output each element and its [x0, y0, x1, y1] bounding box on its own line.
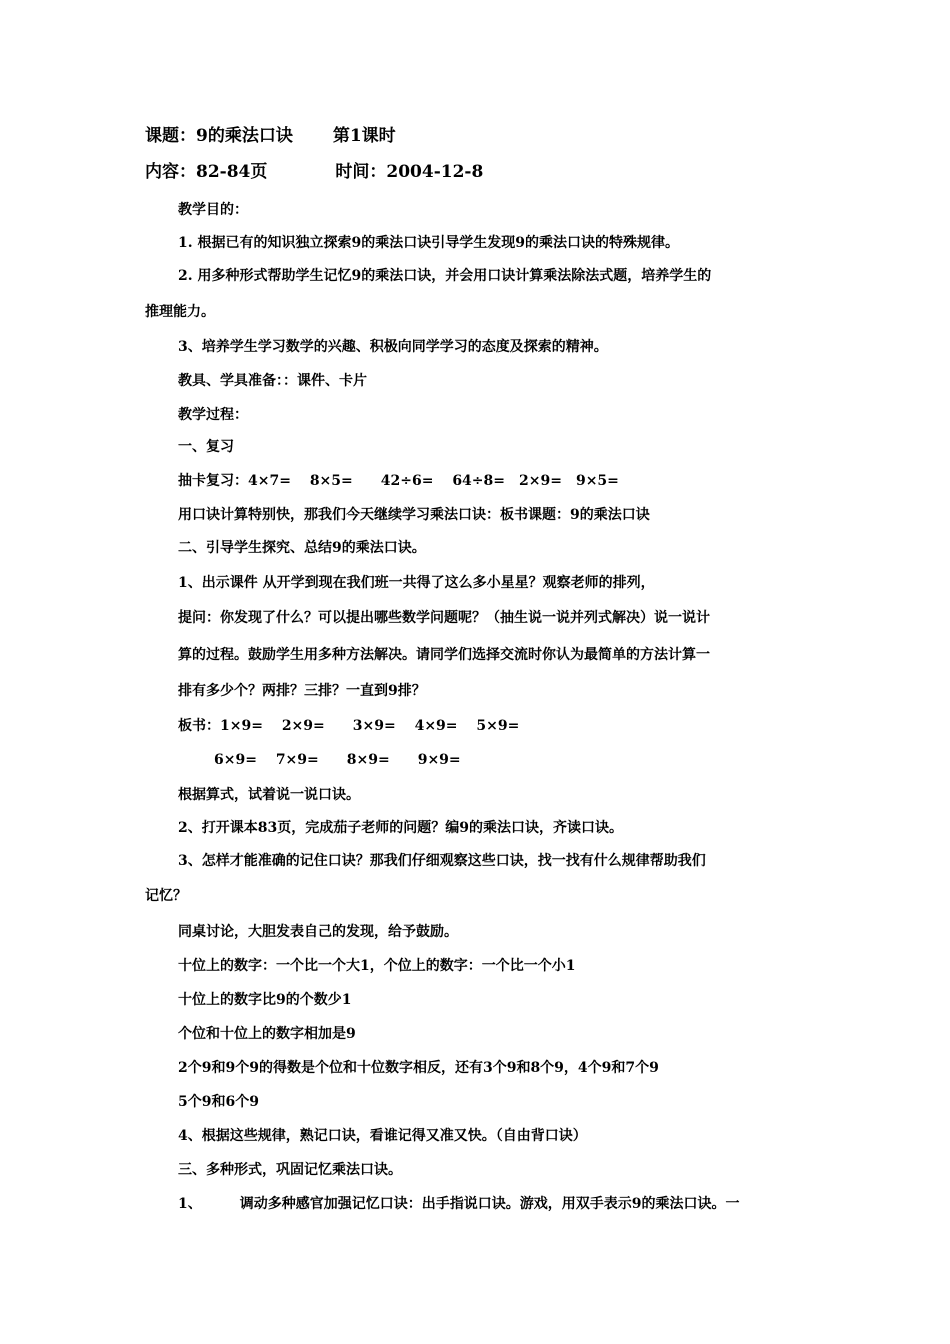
section-review: 一、复习	[178, 439, 234, 455]
tools-prep: 教具、学具准备：：课件、卡片	[178, 373, 367, 389]
step-1-question-2: 算的过程。鼓励学生用多种方法解决。请同学们选择交流时你认为最简单的方法计算一	[178, 647, 710, 663]
lesson-title: 课题：9的乘法口诀	[145, 126, 293, 146]
item-1-text: 调动多种感官加强记忆口诀：出手指说口诀。游戏，用双手表示9的乘法口诀。一	[239, 1196, 740, 1212]
step-1-question-3: 排有多少个？两排？三排？一直到9排？	[178, 683, 426, 699]
goal-2-line-2: 推理能力。	[145, 304, 215, 320]
lesson-title-line	[145, 126, 396, 146]
process-title: 教学过程：	[178, 407, 248, 423]
step-1-question-1: 提问：你发现了什么？可以提出哪些数学问题呢？（抽生说一说并列式解决）说一说计	[178, 610, 710, 626]
board-row-1: 板书：1×9= 2×9= 3×9= 4×9= 5×9=	[178, 718, 520, 734]
rule-1: 十位上的数字：一个比一个大1，个位上的数字：一个比一个小1	[178, 958, 576, 974]
goal-2-line-1: 2. 用多种形式帮助学生记忆9的乘法口诀，并会用口诀计算乘法除法式题，培养学生的	[178, 268, 712, 284]
goals-title: 教学目的：	[178, 202, 248, 218]
review-cards: 抽卡复习：4×7= 8×5= 42÷6= 64÷8= 2×9= 9×5=	[178, 473, 619, 489]
item-1-line	[178, 1194, 740, 1214]
step-2: 2、打开课本83页，完成茄子老师的问题？编9的乘法口诀，齐读口诀。	[178, 820, 623, 836]
content-time-line	[145, 162, 483, 182]
rule-3: 个位和十位上的数字相加是9	[178, 1026, 356, 1042]
goal-3: 3、培养学生学习数学的兴趣、积极向同学学习的态度及探索的精神。	[178, 339, 608, 355]
board-row-2: 6×9= 7×9= 8×9= 9×9=	[214, 752, 461, 768]
rule-2: 十位上的数字比9的个数少1	[178, 992, 352, 1008]
rule-5: 5个9和6个9	[178, 1094, 259, 1110]
step-3-line-1: 3、怎样才能准确的记住口诀？那我们仔细观察这些口诀，找一找有什么规律帮助我们	[178, 853, 706, 869]
section-consolidate: 三、多种形式，巩固记忆乘法口诀。	[178, 1162, 402, 1178]
content-pages: 内容：82-84页	[145, 162, 268, 182]
lesson-number: 第1课时	[332, 126, 396, 146]
step-1: 1、出示课件 从开学到现在我们班一共得了这么多小星星？观察老师的排列，	[178, 575, 655, 591]
step-4: 4、根据这些规律，熟记口诀，看谁记得又准又快。（自由背口诀）	[178, 1128, 587, 1144]
rule-4: 2个9和9个9的得数是个位和十位数字相反，还有3个9和8个9，4个9和7个9	[178, 1060, 659, 1076]
step-3-line-2: 记忆？	[145, 888, 187, 904]
section-explore: 二、引导学生探究、总结9的乘法口诀。	[178, 540, 426, 556]
discuss: 同桌讨论，大胆发表自己的发现，给予鼓励。	[178, 924, 458, 940]
goal-1: 1. 根据已有的知识独立探索9的乘法口诀引导学生发现9的乘法口诀的特殊规律。	[178, 235, 679, 251]
lesson-date: 时间：2004-12-8	[335, 162, 484, 182]
item-1-number: 1、	[178, 1196, 202, 1212]
review-text: 用口诀计算特别快，那我们今天继续学习乘法口诀：板书课题：9的乘法口诀	[178, 507, 650, 523]
say-formula: 根据算式，试着说一说口诀。	[178, 787, 360, 803]
